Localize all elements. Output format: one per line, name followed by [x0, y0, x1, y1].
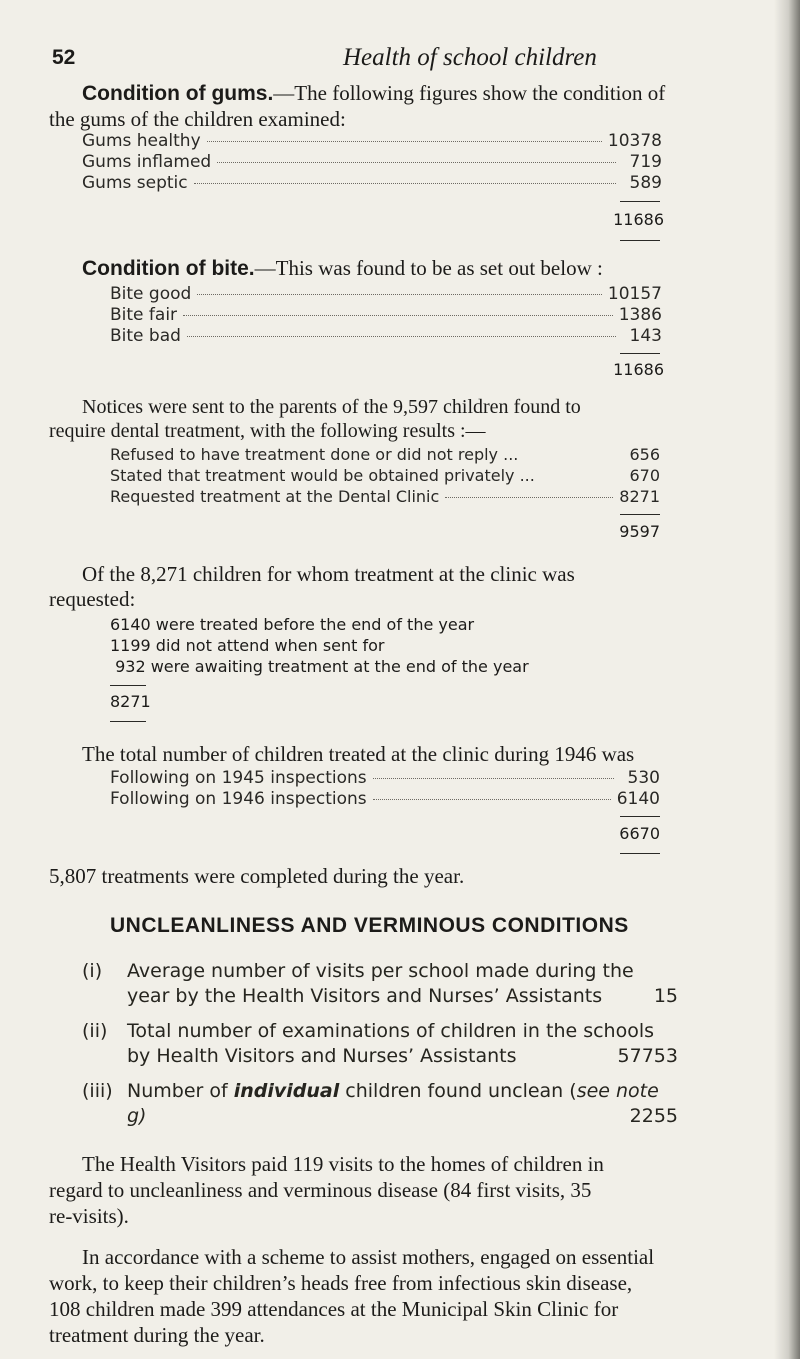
gums-intro-line2: the gums of the children examined: [49, 107, 346, 131]
bite-row: Bite good 10157 [110, 284, 662, 304]
uncleanliness-item: (ii) Total number of examinations of children in the schools by Health Visitors and Nurses’ Assistants 57753 [82, 1020, 678, 1067]
notices-total: 9597 [619, 522, 660, 541]
visits-para-line1: The Health Visitors paid 119 visits to the homes of children in [82, 1152, 604, 1176]
clinic-row: Following on 1945 inspections 530 [110, 768, 660, 788]
notices-row: Stated that treatment would be obtained privately ... 670 [110, 466, 660, 485]
total-rule [620, 853, 660, 854]
uncleanliness-item: (i) Average number of visits per school made during the year by the Health Visitors and Nurses’ Assistants 15 [82, 960, 678, 1007]
scheme-para-line2: work, to keep their children’s heads free from infectious skin disease, [49, 1271, 633, 1295]
notices-row: Requested treatment at the Dental Clinic 8271 [110, 487, 660, 506]
clinic-row: Following on 1946 inspections 6140 [110, 789, 660, 809]
bite-row: Bite fair 1386 [110, 305, 662, 325]
bite-total: 11686 [613, 360, 664, 379]
scheme-para-line1: In accordance with a scheme to assist mothers, engaged on essential [82, 1245, 655, 1269]
requested-line2: requested: [49, 587, 136, 611]
gums-total: 11686 [613, 210, 664, 229]
total-rule [110, 721, 146, 722]
gums-row: Gums inflamed 719 [82, 152, 662, 172]
gums-intro-line1 [82, 80, 665, 107]
visits-para-line2: regard to uncleanliness and verminous disease (84 first visits, 35 [49, 1178, 592, 1202]
gums-heading: Condition of gums. [82, 82, 274, 105]
scheme-para-line4: treatment during the year. [49, 1323, 265, 1347]
bite-intro [82, 255, 603, 282]
requested-line1: Of the 8,271 children for whom treatment at the clinic was [82, 562, 575, 586]
uncleanliness-heading: UNCLEANLINESS AND VERMINOUS CONDITIONS [110, 914, 629, 937]
requested-total: 8271 [110, 692, 151, 711]
requested-row: 932 were awaiting treatment at the end of the year [110, 657, 529, 676]
requested-row: 6140 were treated before the end of the year [110, 615, 475, 634]
clinic-line1: The total number of children treated at the clinic during 1946 was [82, 742, 635, 766]
total-rule [620, 201, 660, 202]
page-number: 52 [52, 46, 76, 69]
bite-heading: Condition of bite. [82, 257, 255, 280]
running-title: Health of school children [343, 44, 597, 71]
clinic-total: 6670 [619, 824, 660, 843]
uncleanliness-item: (iii) Number of individual children found unclean (see note g) 2255 [82, 1080, 678, 1127]
bite-row: Bite bad 143 [110, 326, 662, 346]
gums-intro-rest: —The following figures show the condition of [273, 81, 666, 105]
gums-row: Gums healthy 10378 [82, 131, 662, 151]
treatments-completed: 5,807 treatments were completed during the year. [49, 864, 465, 888]
total-rule [620, 816, 660, 817]
notices-row: Refused to have treatment done or did not reply ... 656 [110, 445, 660, 464]
total-rule [620, 514, 660, 515]
requested-row: 1199 did not attend when sent for [110, 636, 385, 655]
total-rule [620, 353, 660, 354]
gums-row: Gums septic 589 [82, 173, 662, 193]
notices-line1: Notices were sent to the parents of the 9,597 children found to [82, 396, 581, 418]
total-rule [110, 685, 146, 686]
bite-intro-rest: —This was found to be as set out below : [254, 256, 603, 280]
notices-line2: require dental treatment, with the following results :— [49, 420, 486, 442]
visits-para-line3: re-visits). [49, 1204, 129, 1228]
scheme-para-line3: 108 children made 399 attendances at the Municipal Skin Clinic for [49, 1297, 619, 1321]
total-rule [620, 240, 660, 241]
page-edge-shadow [774, 0, 800, 1359]
